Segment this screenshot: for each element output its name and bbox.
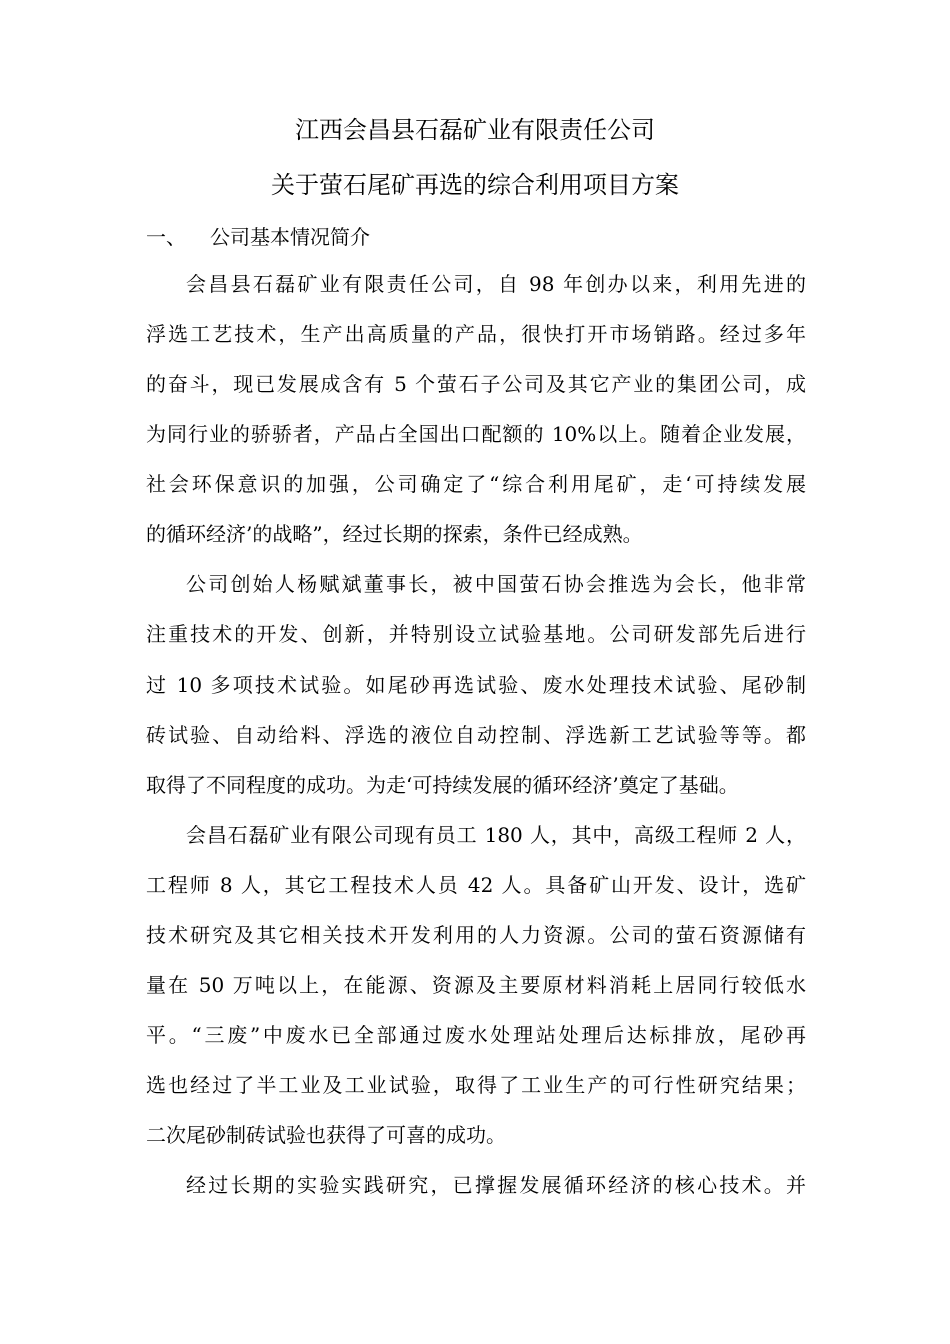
paragraph-line: 为同行业的骄骄者，产品占全国出口配额的 10%以上。随着企业发展， [146,422,806,446]
paragraph-line: 砖试验、自动给料、浮选的液位自动控制、浮选新工艺试验等等。都 [146,723,806,747]
paragraph-line: 公司创始人杨赋斌董事长，被中国萤石协会推选为会长，他非常 [186,572,806,596]
section-title: 公司基本情况简介 [210,225,370,249]
paragraph-line: 浮选工艺技术，生产出高质量的产品，很快打开市场销路。经过多年 [146,322,806,346]
paragraph-line: 社会环保意识的加强，公司确定了“综合利用尾矿，走‘可持续发展 [146,472,806,496]
paragraph-line: 选也经过了半工业及工业试验，取得了工业生产的可行性研究结果； [146,1073,806,1097]
document-title-line-1: 江西会昌县石磊矿业有限责任公司 [295,116,655,144]
paragraph-line: 经过长期的实验实践研究，已撑握发展循环经济的核心技术。并 [186,1173,806,1197]
paragraph-line: 的奋斗，现已发展成含有 5 个萤石子公司及其它产业的集团公司，成 [146,372,806,396]
document-title-line-2: 关于萤石尾矿再选的综合利用项目方案 [271,171,679,199]
paragraph-line: 平。“三废”中废水已全部通过废水处理站处理后达标排放，尾砂再 [146,1023,806,1047]
paragraph-line: 注重技术的开发、创新，并特别设立试验基地。公司研发部先后进行 [146,622,806,646]
paragraph-line: 工程师 8 人，其它工程技术人员 42 人。具备矿山开发、设计，选矿 [146,873,806,897]
section-heading [146,223,370,251]
paragraph-line: 的循环经济’的战略”，经过长期的探索，条件已经成熟。 [146,522,643,546]
paragraph-line: 取得了不同程度的成功。为走‘可持续发展的循环经济’奠定了基础。 [146,773,739,797]
paragraph-line: 技术研究及其它相关技术开发利用的人力资源。公司的萤石资源储有 [146,923,806,947]
paragraph-line: 会昌县石磊矿业有限责任公司，自 98 年创办以来，利用先进的 [186,272,806,296]
section-number: 一、 [146,225,186,249]
paragraph-line: 过 10 多项技术试验。如尾砂再选试验、废水处理技术试验、尾砂制 [146,673,806,697]
paragraph-line: 二次尾砂制砖试验也获得了可喜的成功。 [146,1123,506,1147]
paragraph-line: 量在 50 万吨以上，在能源、资源及主要原材料消耗上居同行较低水 [146,973,806,997]
paragraph-line: 会昌石磊矿业有限公司现有员工 180 人，其中，高级工程师 2 人， [186,823,806,847]
